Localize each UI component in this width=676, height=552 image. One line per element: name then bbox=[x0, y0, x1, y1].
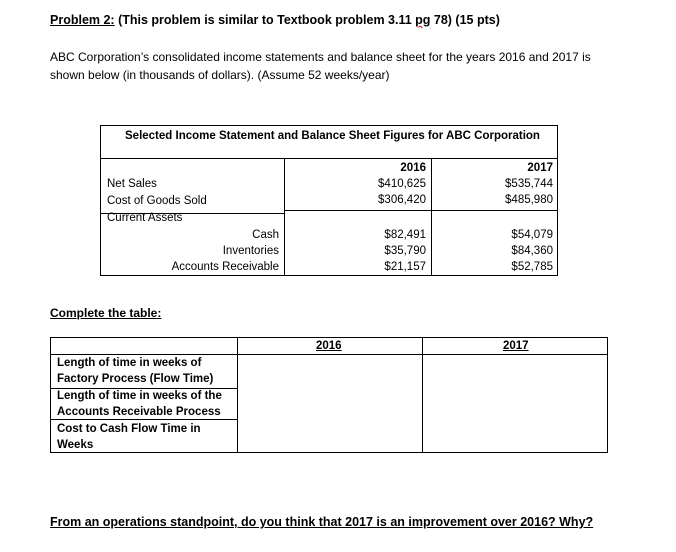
problem-text-before: (This problem is similar to Textbook problem 3.11 bbox=[114, 13, 416, 27]
row-receivable-line1: Length of time in weeks of the bbox=[57, 390, 222, 402]
figures-table bbox=[100, 125, 558, 276]
inventories-2016: $35,790 bbox=[384, 245, 426, 257]
current-assets-label: Current Assets bbox=[107, 212, 183, 224]
year-2017-header: 2017 bbox=[527, 162, 553, 174]
row-divider bbox=[284, 210, 558, 211]
operations-question: From an operations standpoint, do you think that 2017 is an improvement over 2016? Why? bbox=[50, 515, 594, 529]
cogs-2016: $306,420 bbox=[378, 194, 426, 206]
row-cash-flow-line1: Cost to Cash Flow Time in bbox=[57, 423, 201, 435]
row-cash-flow-line2: Weeks bbox=[57, 439, 94, 451]
pg-word: pg bbox=[415, 13, 431, 27]
problem-label: Problem 2: bbox=[50, 13, 115, 27]
figures-table-title: Selected Income Statement and Balance Sheet Figures for ABC Corporation bbox=[101, 126, 557, 159]
cogs-label: Cost of Goods Sold bbox=[107, 195, 207, 207]
cash-2017: $54,079 bbox=[511, 229, 553, 241]
col-divider bbox=[431, 159, 432, 275]
net-sales-2017: $535,744 bbox=[505, 178, 553, 190]
row-flow-time-line1: Length of time in weeks of bbox=[57, 357, 202, 369]
receivable-2017: $52,785 bbox=[511, 261, 553, 273]
complete-table-label: Complete the table: bbox=[50, 306, 162, 320]
problem-text-after: 78) (15 pts) bbox=[430, 13, 500, 27]
cash-2016: $82,491 bbox=[384, 229, 426, 241]
net-sales-label: Net Sales bbox=[107, 178, 157, 190]
answer-col-2016: 2016 bbox=[316, 340, 342, 352]
problem-title bbox=[50, 13, 500, 27]
intro-paragraph: ABC Corporation’s consolidated income statements and balance sheet for the years 2016 and 2017 is shown below (in thousands of dollars). (Assume 52 weeks/year) bbox=[50, 50, 591, 82]
receivable-label: Accounts Receivable bbox=[171, 261, 279, 273]
col-divider bbox=[422, 338, 423, 452]
inventories-label: Inventories bbox=[222, 245, 279, 257]
net-sales-2016: $410,625 bbox=[378, 178, 426, 190]
cogs-2017: $485,980 bbox=[505, 194, 553, 206]
inventories-2017: $84,360 bbox=[511, 245, 553, 257]
row-flow-time-line2: Factory Process (Flow Time) bbox=[57, 373, 214, 385]
col-divider bbox=[284, 159, 285, 275]
cash-label: Cash bbox=[252, 229, 279, 241]
col-divider bbox=[237, 338, 238, 452]
answer-col-2017: 2017 bbox=[503, 340, 529, 352]
year-2016-header: 2016 bbox=[400, 162, 426, 174]
receivable-2016: $21,157 bbox=[384, 261, 426, 273]
row-receivable-line2: Accounts Receivable Process bbox=[57, 406, 221, 418]
answer-table bbox=[50, 337, 608, 453]
